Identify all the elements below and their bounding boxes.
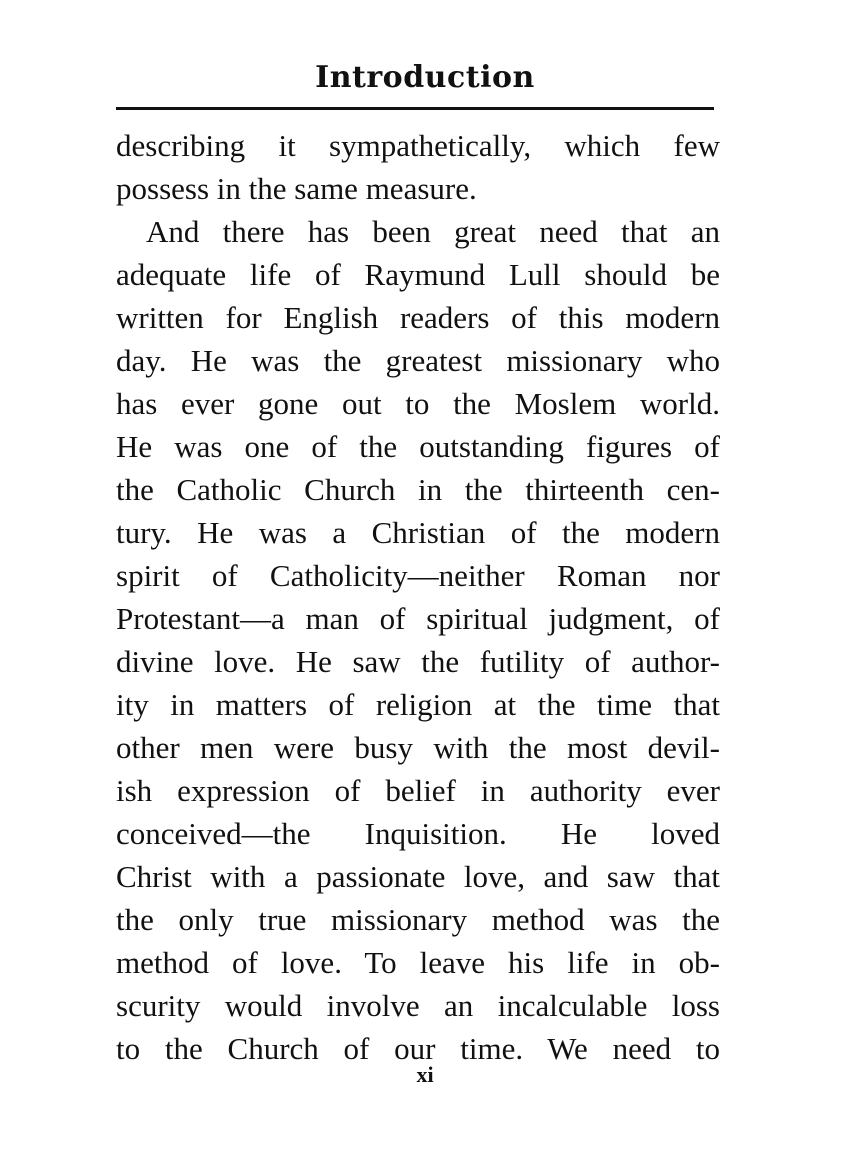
text-line: describing it sympathetically, which few	[116, 128, 720, 163]
text-line: day. He was the greatest missionary who	[116, 343, 720, 378]
text-line: ish expression of belief in authority ever	[116, 773, 720, 808]
text-line: scurity would involve an incalculable loss	[116, 988, 720, 1023]
text-line: method of love. To leave his life in ob-	[116, 945, 720, 980]
text-line: the Catholic Church in the thirteenth cen-	[116, 472, 720, 507]
page-number: xi	[416, 1062, 434, 1087]
text-line: Protestant—a man of spiritual judgment, of	[116, 601, 720, 636]
body-text	[116, 124, 720, 1070]
text-line: conceived—the Inquisition. He loved	[116, 816, 720, 851]
text-line: the only true missionary method was the	[116, 902, 720, 937]
header-rule	[116, 107, 714, 110]
text-line: spirit of Catholicity—neither Roman nor	[116, 558, 720, 593]
text-line: tury. He was a Christian of the modern	[116, 515, 720, 550]
text-line: adequate life of Raymund Lull should be	[116, 257, 720, 292]
text-line: Christ with a passionate love, and saw that	[116, 859, 720, 894]
text-line: divine love. He saw the futility of author-	[116, 644, 720, 679]
text-line: He was one of the outstanding figures of	[116, 429, 720, 464]
text-line: other men were busy with the most devil-	[116, 730, 720, 765]
running-head-title: Introduction	[315, 60, 535, 95]
text-line: ity in matters of religion at the time that	[116, 687, 720, 722]
text-line: possess in the same measure.	[116, 171, 477, 206]
text-line: And there has been great need that an	[146, 214, 720, 249]
text-line: written for English readers of this modern	[116, 300, 720, 335]
text-line: has ever gone out to the Moslem world.	[116, 386, 720, 421]
text-line: to the Church of our time. We need to	[116, 1031, 720, 1066]
